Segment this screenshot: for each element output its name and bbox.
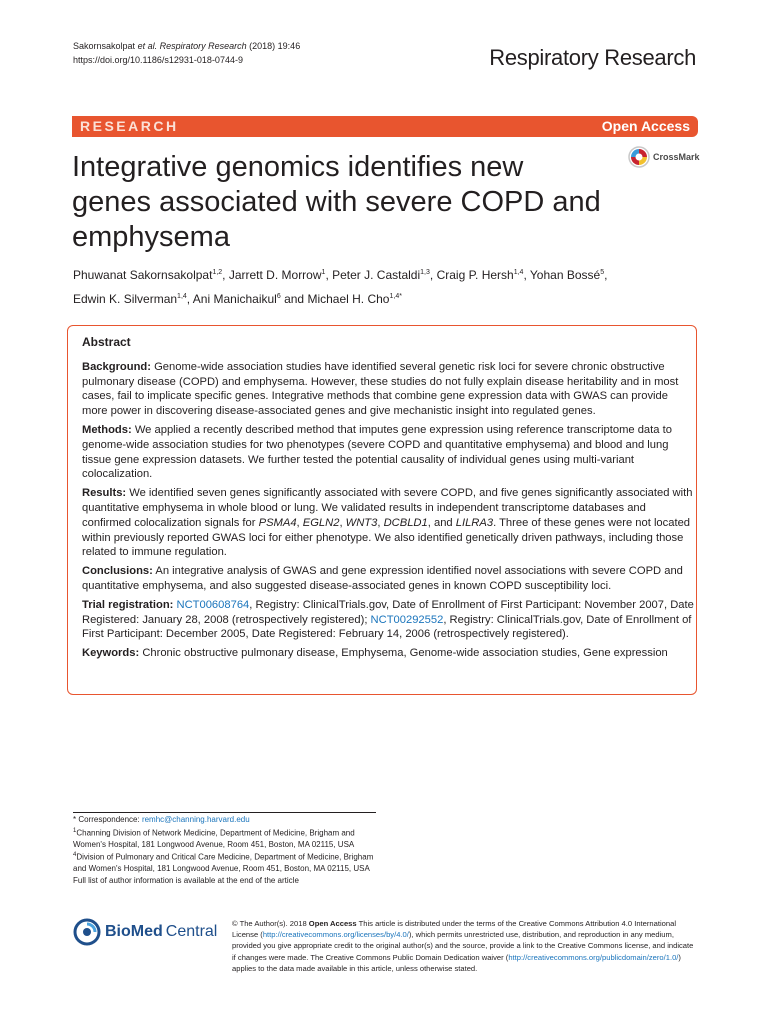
affiliation-1: $^1$Channing Division of Network Medicine, Department of Medicine, Brigham and Women's Hospital, 181 Longwood Avenue, Room 451, Boston, MA 02115, USA — [73, 827, 355, 849]
abstract — [82, 335, 694, 665]
citation-block — [73, 39, 300, 67]
abstract-conclusions: Conclusions: An integrative analysis of GWAS and gene expression identified novel associations with severe COPD and quantitative emphysema, and also suggested disease-associated genes in known COPD susceptibility loci. — [82, 565, 683, 592]
crossmark-label: CrossMark — [653, 152, 700, 162]
citation-etal: et al. — [137, 41, 158, 51]
footnote-divider — [73, 812, 376, 813]
author-list — [73, 262, 713, 310]
trial-link-1[interactable]: NCT00608764 — [176, 598, 250, 611]
logo-bio-text: BioMed — [105, 923, 163, 940]
open-access-label: Open Access — [601, 118, 690, 134]
affiliation-4: $^4$Division of Pulmonary and Critical Care Medicine, Department of Medicine, Brigham and Women's Hospital, 181 Longwood Avenue, Room 451, Boston, MA 02115, USA — [73, 852, 374, 874]
crossmark-badge[interactable] — [628, 146, 700, 168]
correspondence: * Correspondence: remhc@channing.harvard.edu — [73, 815, 250, 824]
license-text: © The Author(s). 2018 Open Access This article is distributed under the terms of the Creative Commons Attribution 4.0 International License (http://creativecommons.org/licenses/by/4.0/), which permits unrestricted use, distribution, and reproduction in any medium, provided you give appropriate credit to the original author(s) and the source, provide a link to the Creative Commons license, and indicate if changes were made. The Creative Commons Public Domain Dedication waiver (http://creativecommons.org/publicdomain/zero/1.0/) applies to the data made available in this article, unless otherwise stated. — [232, 919, 694, 973]
citation-volume: (2018) 19:46 — [249, 41, 301, 51]
abstract-heading: Abstract — [82, 335, 131, 349]
section-label: RESEARCH — [80, 118, 179, 134]
article-title: Integrative genomics identifies new genes associated with severe COPD and emphysema — [72, 151, 601, 253]
doi-link[interactable]: https://doi.org/10.1186/s12931-018-0744-9 — [73, 55, 243, 65]
author: Jarrett D. Morrow$^1$, — [228, 268, 333, 282]
author: Craig P. Hersh$^{1,4}$, — [436, 268, 530, 282]
section-banner — [72, 116, 698, 137]
author: Phuwanat Sakornsakolpat$^{1,2}$, — [73, 268, 229, 282]
journal-name: Respiratory Research — [489, 45, 696, 70]
license-link-cc-by[interactable]: http://creativecommons.org/licenses/by/4.0/ — [262, 930, 409, 940]
citation-line — [73, 39, 300, 53]
logo-central-text: Central — [165, 923, 218, 940]
author: Yohan Bossé$^5$, — [529, 268, 608, 282]
abstract-methods: Methods: We applied a recently described method that imputes gene expression using reference transcriptome data to genome-wide association studies for two phenotypes (severe COPD and quantitative emphysema) and blood and lung tissue gene expression datasets. We further tested the potential causality of individual genes using multi-variant colocalization. — [82, 423, 672, 481]
footnotes — [73, 814, 383, 886]
abstract-background: Background: Genome-wide association studies have identified several genetic risk loci for severe chronic obstructive pulmonary disease (COPD) and emphysema. However, these studies do not fully explain disease heritability and in most cases, fail to implicate specific genes. Integrative methods that combine gene expression data with GWAS can provide more power in discovering disease-associated genes and give mechanistic insight into regulated genes. — [82, 360, 679, 418]
crossmark-icon — [628, 146, 650, 168]
full-author-info-note: Full list of author information is available at the end of the article — [73, 875, 299, 885]
trial-link-2[interactable]: NCT00292552 — [370, 613, 444, 626]
author: Peter J. Castaldi$^{1,3}$, — [332, 268, 437, 282]
author: Ani Manichaikul$^6$ and — [192, 292, 308, 306]
biomed-central-icon — [73, 918, 101, 946]
citation-authors: Sakornsakolpat — [73, 41, 136, 51]
author: Edwin K. Silverman$^{1,4}$, — [73, 292, 193, 306]
correspondence-email[interactable]: remhc@channing.harvard.edu — [141, 815, 250, 824]
biomed-central-logo — [73, 918, 217, 946]
abstract-results: Results: We identified seven genes significantly associated with severe COPD, and five genes significantly associated with quantitative emphysema in whole blood or lung. We validated results in independent transcriptome databases and confirmed colocalization signals for PSMA4, EGLN2, WNT3, DCBLD1, and LILRA3. Three of these genes were not located within previously reported GWAS loci for either phenotype. We also identified genetically driven pathways, including those related to immune regulation. — [82, 487, 693, 559]
license-link-cc0[interactable]: http://creativecommons.org/publicdomain/zero/1.0/ — [508, 952, 679, 962]
abstract-keywords: Keywords: Chronic obstructive pulmonary disease, Emphysema, Genome-wide association studies, Gene expression — [82, 647, 668, 660]
author: Michael H. Cho$^{1,4*}$ — [307, 292, 402, 306]
citation-journal: Respiratory Research — [159, 41, 247, 51]
abstract-trial-registration: Trial registration: NCT00608764, Registry: ClinicalTrials.gov, Date of Enrollment of First Participant: November 2007, Date Registered: January 28, 2008 (retrospectively registered); NCT00292552, Registry: ClinicalTrials.gov, Date of Enrollment of First Participant: December 2005, Date Registered: February 14, 2006 (retrospectively registered). — [82, 598, 694, 641]
